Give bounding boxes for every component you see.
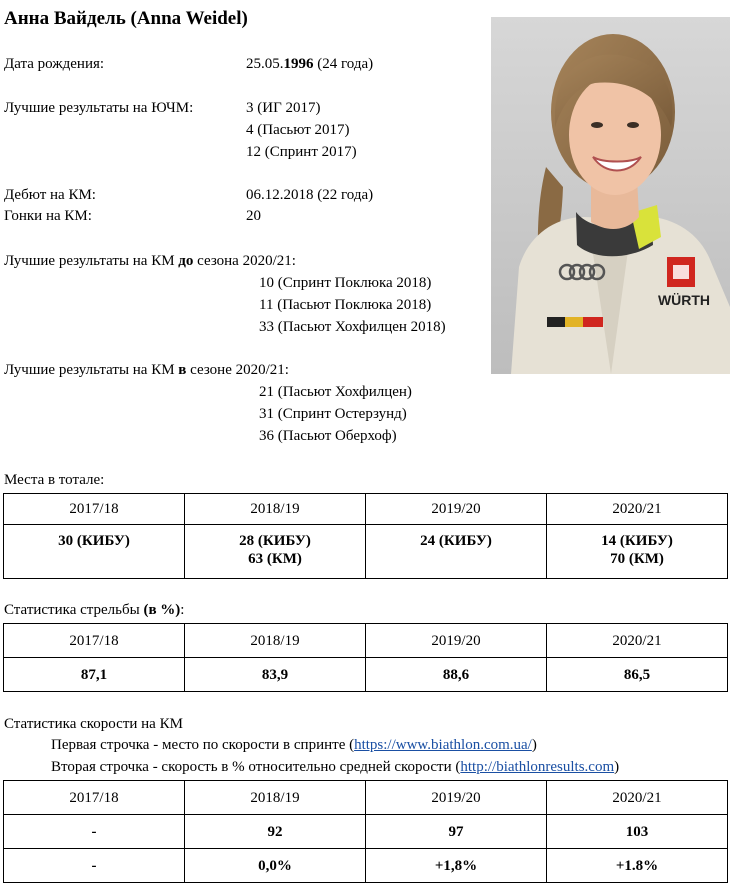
table-cell: - <box>4 849 185 883</box>
table-cell: 30 (КИБУ) <box>4 525 185 579</box>
junior-best-item: 12 (Спринт 2017) <box>246 144 357 160</box>
table-cell: 97 <box>366 815 547 849</box>
table-row <box>4 525 728 579</box>
junior-best-label: Лучшие результаты на ЮЧМ: <box>4 100 194 116</box>
table-row <box>4 658 728 692</box>
season-header: 2019/20 <box>366 781 547 815</box>
speed-label: Статистика скорости на КМ <box>4 716 183 732</box>
table-cell: 14 (КИБУ) 70 (КМ) <box>547 525 728 579</box>
table-cell: 92 <box>185 815 366 849</box>
best-before-season-label: Лучшие результаты на КМ до сезона 2020/21: <box>4 253 296 269</box>
table-cell: 87,1 <box>4 658 185 692</box>
junior-best-item: 4 (Пасьют 2017) <box>246 122 350 138</box>
speed-note-1: Первая строчка - место по скорости в спринте (https://www.biathlon.com.ua/) <box>51 737 537 753</box>
best-before-item: 10 (Спринт Поклюка 2018) <box>259 275 432 291</box>
best-in-season-item: 21 (Пасьют Хохфилцен) <box>259 384 412 400</box>
table-cell: - <box>4 815 185 849</box>
table-cell: 28 (КИБУ) 63 (КМ) <box>185 525 366 579</box>
debut-value: 06.12.2018 (22 года) <box>246 187 374 203</box>
best-in-season-item: 31 (Спринт Остерзунд) <box>259 406 407 422</box>
athlete-photo <box>491 17 730 374</box>
table-row <box>4 815 728 849</box>
best-before-item: 11 (Пасьют Поклюка 2018) <box>259 297 432 313</box>
best-in-season-item: 36 (Пасьют Оберхоф) <box>259 428 397 444</box>
season-header: 2018/19 <box>185 781 366 815</box>
season-header: 2020/21 <box>547 494 728 525</box>
best-before-item: 33 (Пасьют Хохфилцен 2018) <box>259 319 446 335</box>
totals-label: Места в тотале: <box>4 472 105 488</box>
biathlon-ua-link[interactable]: https://www.biathlon.com.ua/ <box>354 737 532 753</box>
season-header: 2018/19 <box>185 494 366 525</box>
season-header: 2020/21 <box>547 781 728 815</box>
season-header: 2017/18 <box>4 494 185 525</box>
races-value: 20 <box>246 208 261 224</box>
table-row <box>4 849 728 883</box>
birth-label: Дата рождения: <box>4 56 105 72</box>
totals-table <box>3 493 728 579</box>
shooting-table <box>3 623 728 692</box>
table-cell: 0,0% <box>185 849 366 883</box>
shooting-label: Статистика стрельбы (в %): <box>4 602 185 618</box>
table-cell: +1.8% <box>547 849 728 883</box>
biathlonresults-link[interactable]: http://biathlonresults.com <box>460 759 615 775</box>
season-header: 2019/20 <box>366 494 547 525</box>
best-in-season-label: Лучшие результаты на КМ в сезоне 2020/21: <box>4 362 289 378</box>
page-title: Анна Вайдель (Anna Weidel) <box>4 8 248 29</box>
debut-label: Дебют на КМ: <box>4 187 96 203</box>
svg-text:WÜRTH: WÜRTH <box>657 292 711 308</box>
season-header: 2018/19 <box>185 624 366 658</box>
junior-best-item: 3 (ИГ 2017) <box>246 100 321 116</box>
table-cell: 88,6 <box>366 658 547 692</box>
birth-value: 25.05.1996 (24 года) <box>246 56 374 72</box>
season-header: 2017/18 <box>4 624 185 658</box>
table-cell: 24 (КИБУ) <box>366 525 547 579</box>
table-header-row <box>4 494 728 525</box>
season-header: 2019/20 <box>366 624 547 658</box>
table-cell: 86,5 <box>547 658 728 692</box>
races-label: Гонки на КМ: <box>4 208 92 224</box>
season-header: 2017/18 <box>4 781 185 815</box>
speed-note-2: Вторая строчка - скорость в % относительно средней скорости (http://biathlonresults.com) <box>51 759 620 775</box>
table-cell: +1,8% <box>366 849 547 883</box>
table-cell: 103 <box>547 815 728 849</box>
table-header-row <box>4 781 728 815</box>
speed-table <box>3 780 728 883</box>
table-cell: 83,9 <box>185 658 366 692</box>
season-header: 2020/21 <box>547 624 728 658</box>
table-header-row <box>4 624 728 658</box>
